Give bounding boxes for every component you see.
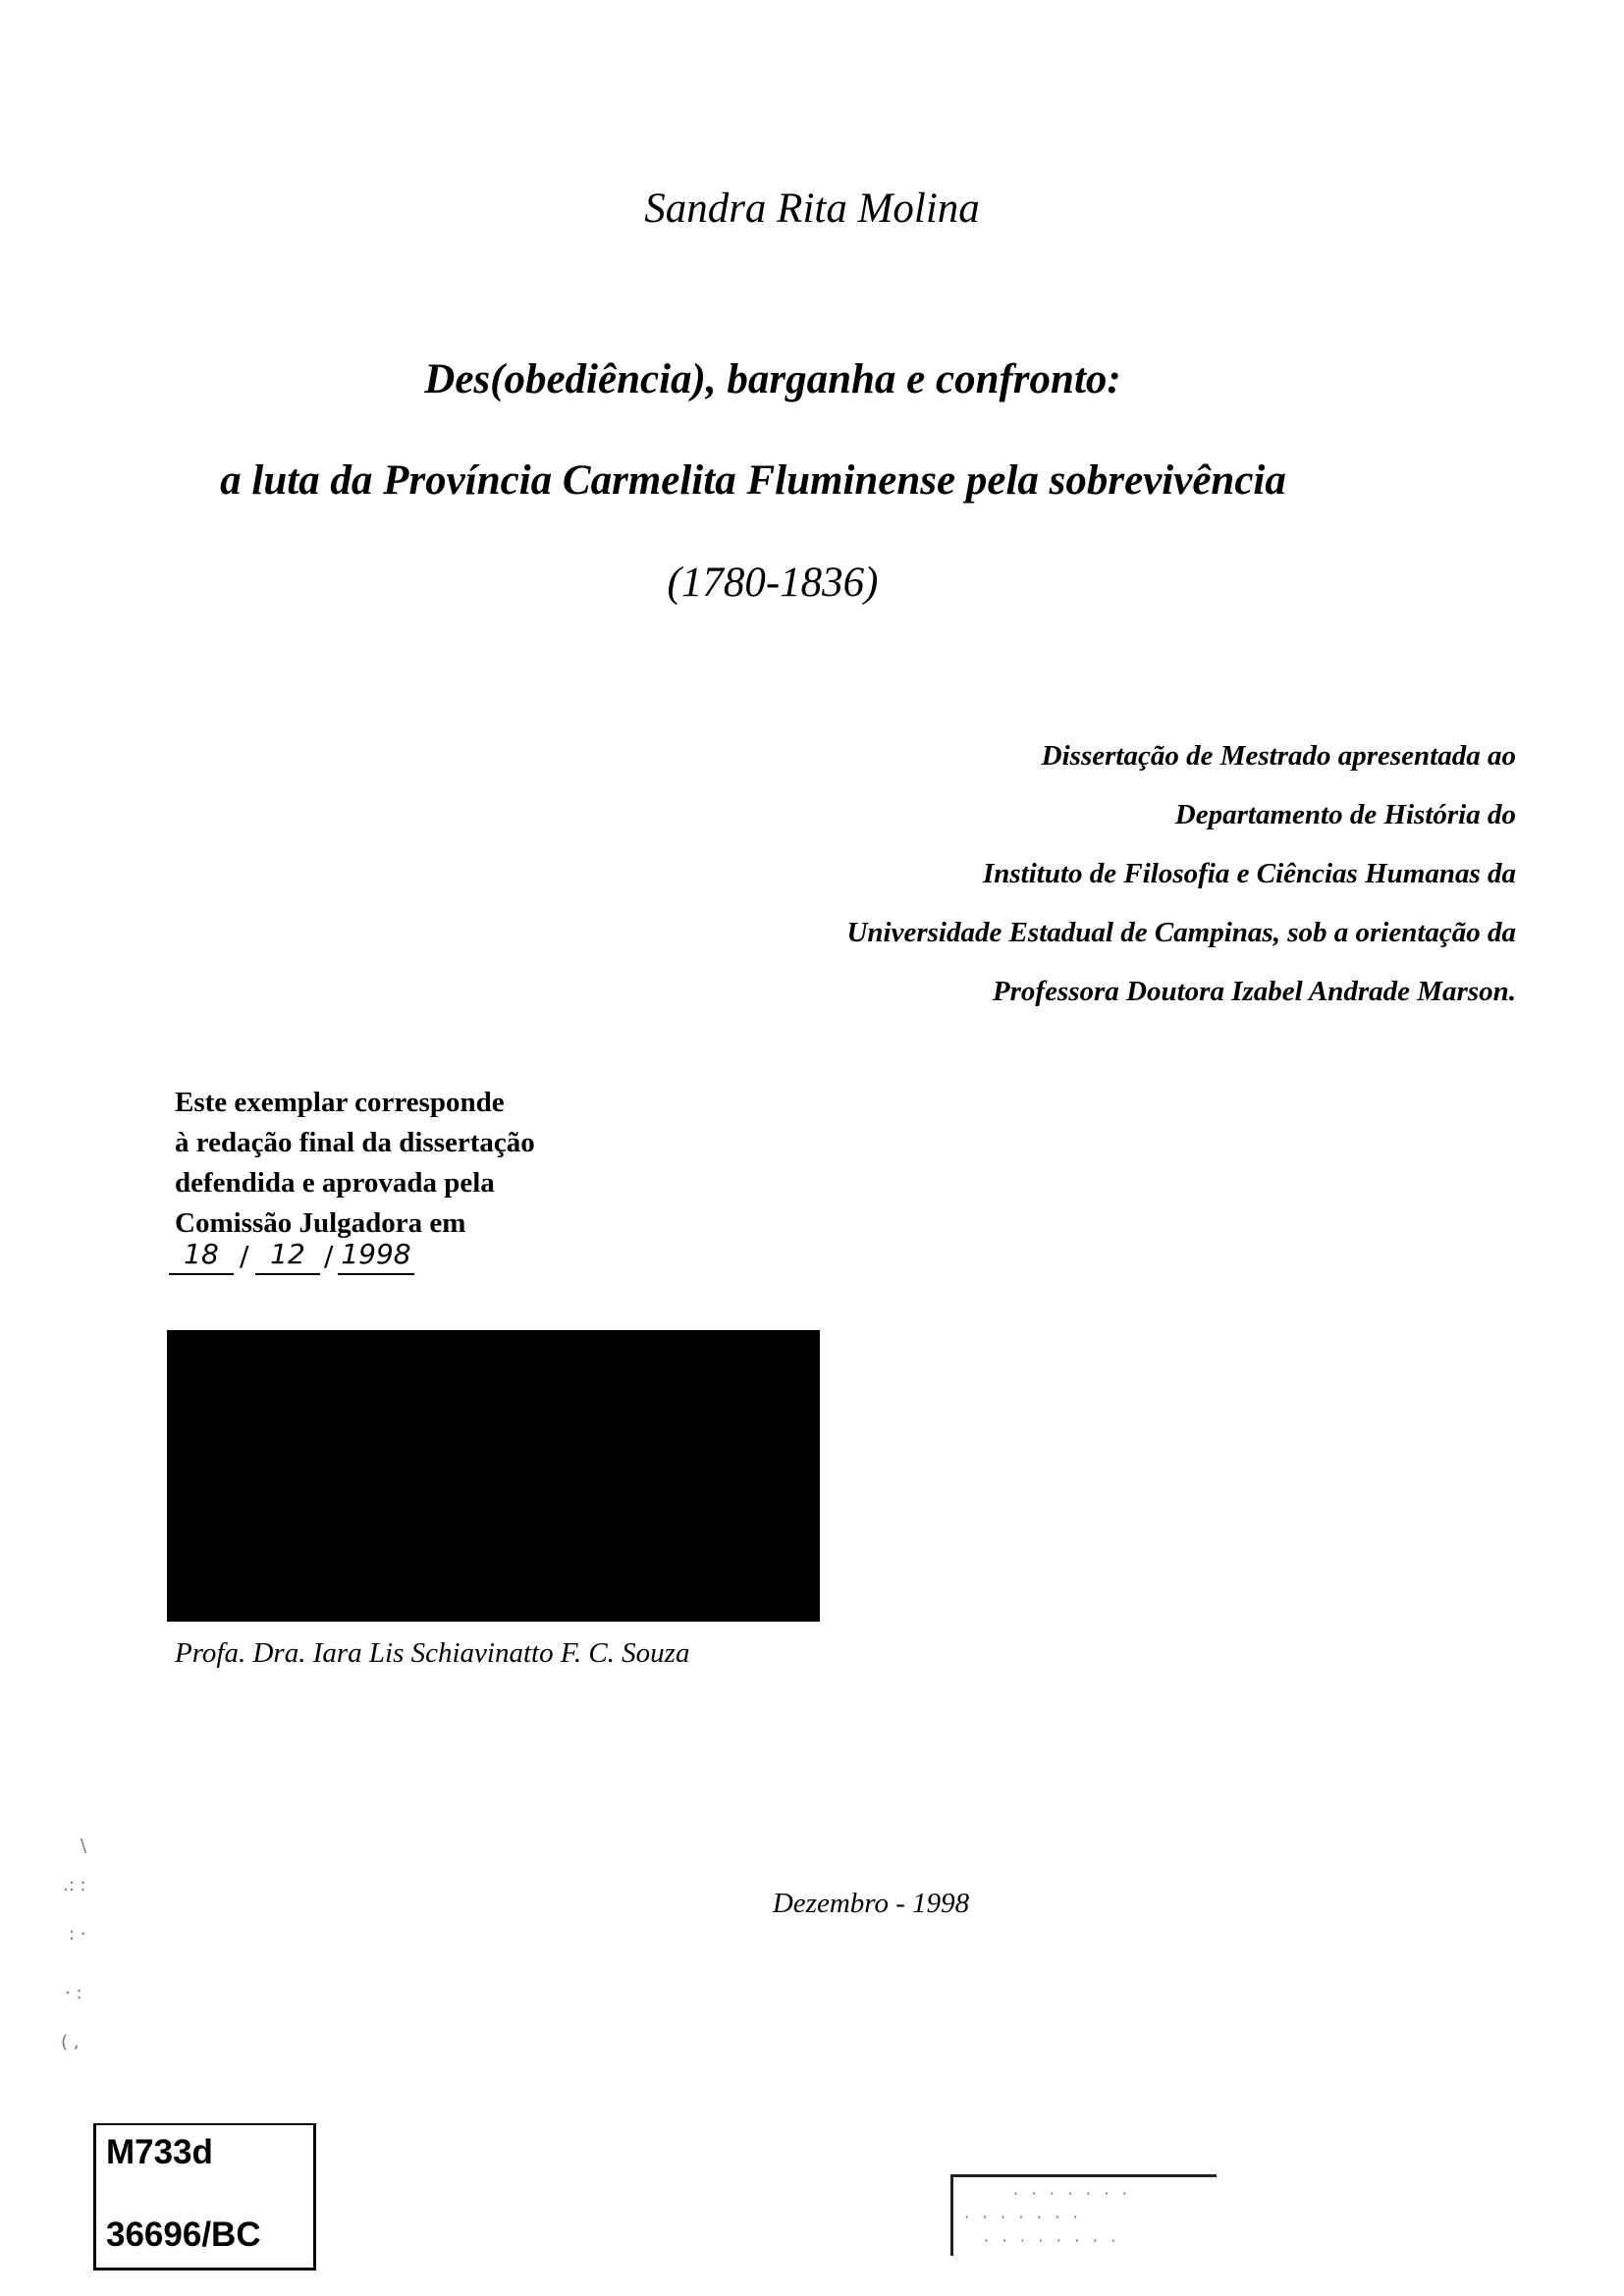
title-line-3: (1780-1836)	[667, 560, 879, 606]
title-line-2: a luta da Província Carmelita Fluminense pela sobrevivência	[220, 457, 1286, 504]
margin-handwriting-marks: \ .: : : · · : ( ,	[61, 1836, 87, 2053]
library-stamp: · · · · · · · · · · · · · · · · · · · · · ·	[950, 2174, 1217, 2256]
approval-date-year: 1998	[338, 1238, 414, 1275]
approval-line: defendida e aprovada pela	[175, 1167, 495, 1199]
approval-line: Comissão Julgadora em	[175, 1207, 466, 1239]
date-separator: /	[240, 1240, 249, 1272]
dissertation-note-line: Dissertação de Mestrado apresentada ao	[1041, 740, 1516, 772]
approval-date-day: 18	[169, 1238, 234, 1275]
date-footer: Dezembro - 1998	[772, 1888, 970, 1919]
dissertation-note-line: Professora Doutora Izabel Andrade Marson.	[992, 976, 1516, 1007]
call-number-line-1: M733d	[106, 2133, 213, 2171]
approval-date-month: 12	[255, 1238, 320, 1275]
redacted-signature-block	[167, 1330, 820, 1622]
approval-date	[169, 1238, 424, 1277]
library-call-number-label	[93, 2123, 316, 2270]
date-separator: /	[324, 1240, 334, 1272]
call-number-line-2: 36696/BC	[106, 2216, 261, 2254]
dissertation-note	[632, 726, 1516, 1021]
signatory-name: Profa. Dra. Iara Lis Schiavinatto F. C. Souza	[175, 1637, 690, 1669]
dissertation-note-line: Instituto de Filosofia e Ciências Humanas da	[982, 858, 1516, 889]
author-name: Sandra Rita Molina	[644, 186, 980, 232]
approval-line: à redação final da dissertação	[175, 1127, 535, 1158]
dissertation-note-line: Departamento de História do	[1174, 799, 1516, 830]
approval-line: Este exemplar corresponde	[175, 1087, 505, 1118]
approval-statement	[175, 1083, 685, 1244]
dissertation-note-line: Universidade Estadual de Campinas, sob a orientação da	[846, 917, 1516, 948]
title-line-1: Des(obediência), barganha e confronto:	[424, 356, 1121, 402]
